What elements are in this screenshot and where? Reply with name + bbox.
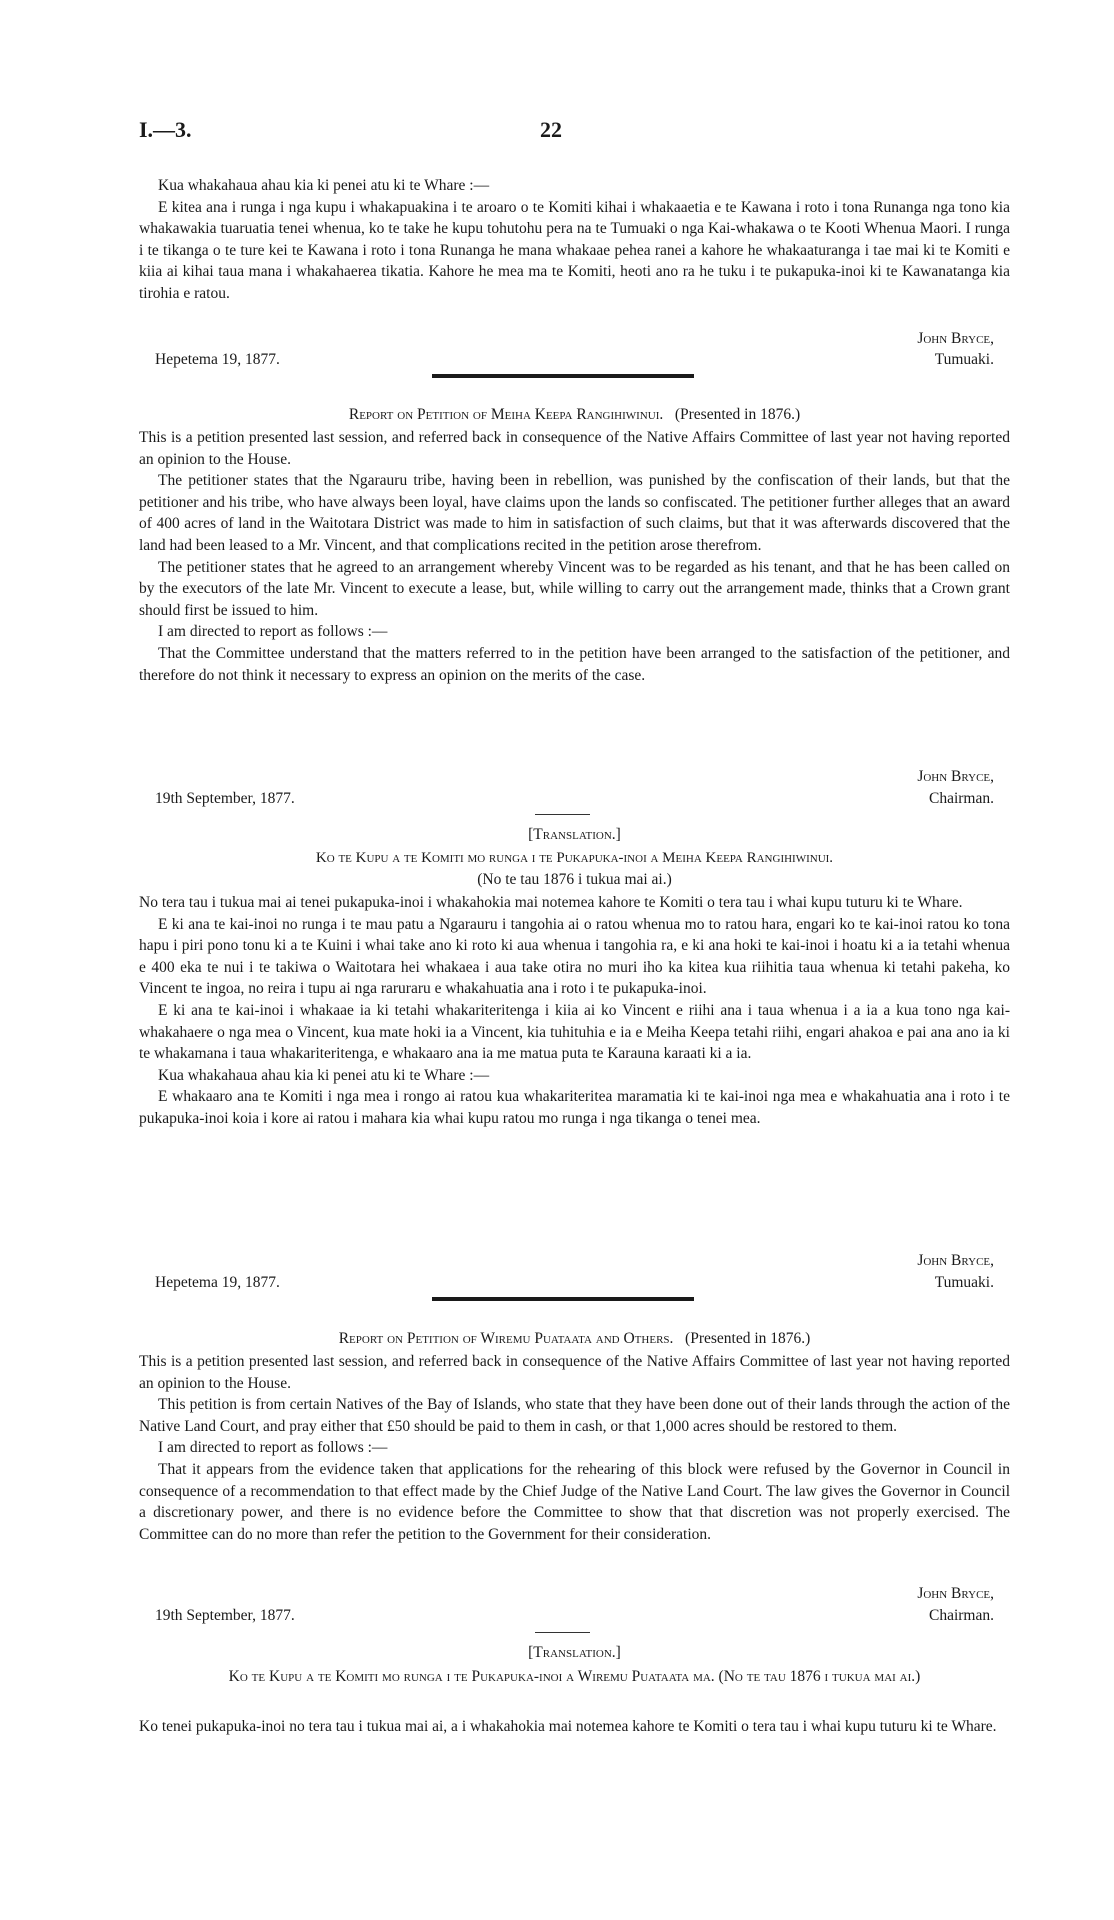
date-line [139,1605,1010,1627]
paragraph: Ko tenei pukapuka-inoi no tera tau i tukua mai ai, a i whakahokia mai notemea kahore te Komiti o tera tau i whai kupu tuturu ki te Whare. [139,1718,997,1735]
date-line [139,1272,1010,1294]
paragraph: The petitioner states that the Ngarauru tribe, having been in rebellion, was punished by the confiscation of their lands, but that the petitioner and his tribe, who have always been loyal, have claims upon the lands so confiscated. The petitioner further alleges that an award of 400 acres of land in the Waitotara District was made to him in satisfaction of such claims, but that it was afterwards discovered that the land had been leased to a Mr. Vincent, and that complications recited in the petition arose therefrom. [139,472,1010,554]
signer-role: Tumuaki. [934,1274,994,1291]
date-line [139,349,1010,371]
paragraph: No tera tau i tukua mai ai tenei pukapuka-inoi i whakahokia mai notemea kahore te Komiti o tera tau i whai kupu tuturu ki te Whare. [139,894,963,911]
report-title: Report on Petition of Wiremu Puataata and Others. (Presented in 1876.) [338,1330,811,1347]
page-number: 22 [540,117,562,142]
translation-label: [Translation.] [528,826,621,843]
signature-line [139,1250,1010,1272]
translation-label: [Translation.] [528,1644,621,1661]
divider [535,1632,590,1633]
translation-title: Ko te Kupu a te Komiti mo runga i te Pukapuka-inoi a Wiremu Puataata ma. (No te tau 1876 i tukua mai ai.) [228,1668,921,1685]
signature-line [139,766,1010,788]
paragraph: This is a petition presented last session, and referred back in consequence of the Native Affairs Committee of last year not having reported an opinion to the House. [139,1353,1010,1392]
report1-body [139,427,1010,686]
report-title: Report on Petition of Meiha Keepa Rangihiwinui. (Presented in 1876.) [348,406,801,423]
paragraph: This is a petition presented last session, and referred back in consequence of the Native Affairs Committee of last year not having reported an opinion to the House. [139,429,1010,468]
date-line [139,788,1010,810]
signer-role: Tumuaki. [934,351,994,368]
signature-line [139,328,1010,350]
divider [535,814,590,815]
section-divider [432,374,694,378]
date: Hepetema 19, 1877. [155,351,280,368]
paragraph: I am directed to report as follows :— [158,623,388,641]
paragraph: I am directed to report as follows :— [158,1439,388,1457]
document-reference: I.—3. [139,117,192,142]
paragraph: E ki ana te kai-inoi no runga i te mau patu a Ngarauru i tangohia ai o ratou whenua mo to ratou hara, engari ko te kai-inoi ratou ko tona hapu i piri pono tonu ki a te Kuini i whai take ano ki roto ki aua whenua i tangohia ra, e ki ana hoki te kai-inoi i hoatu ki a ia tetahi whenua e 400 eka te nui i te takiwa o Waitotara hei whakaea i aua take otira no muri iho ka kitea kua riihitia taua whenua ki tetahi pakeha, ko Vincent te ingoa, no reira i tupu ai nga raruraru e whakahuatia ana i roto i te pukapuka-inoi. [139,915,1010,998]
signer-name: John Bryce, [917,1252,994,1269]
signer-name: John Bryce, [917,1585,994,1602]
paragraph: E kitea ana i runga i nga kupu i whakapuakina i te aroaro o te Komiti kihai i whakaaetia e te Kawana i roto i tona Runanga nga tono kia whakawakia tuaruatia tenei whenua, ko te take he kupu tohutohu pera na te Tumuaki o nga Kai-whakawa o te Kooti Whenua Maori. I runga i te tikanga o te ture kei te Kawana i roto i tona Runanga he mana whakaae pehea ranei a kahore he whakaaturanga i tae mai ki te Komiti e kiia ai kihai taua mana i whakahaerea tikatia. Kahore he mea ma te Komiti, heoti ano ra he tuku i te pukapuka-inoi ki te Kawanatanga kia tirohia e ratou. [139,198,1010,302]
paragraph: Kua whakahaua ahau kia ki penei atu ki te Whare :— [158,1066,490,1084]
signer-role: Chairman. [929,1607,994,1624]
section-divider [432,1297,694,1301]
translation-subtitle: (No te tau 1876 i tukua mai ai.) [477,871,672,888]
paragraph: That it appears from the evidence taken that applications for the rehearing of this block were refused by the Governor in Council in consequence of a recommendation to that effect made by the Chief Judge of the Native Land Court. The law gives the Governor in Council a discretionary power, and there is no evidence before the Committee to show that that discretion was not properly exercised. The Committee can do no more than refer the petition to the Government for their consideration. [139,1460,1010,1543]
paragraph: E ki ana te kai-inoi i whakaae ia ki tetahi whakariteritenga i kiia ai ko Vincent e riihi ana i taua whenua i a ia a kua tono nga kai-whakahaere o nga mea o Vincent, kua mate hoki ia a Vincent, kia tuhituhia e ia e Meiha Keepa tetahi riihi, engari ahakoa e pai ana ano ia ki te whakamana i taua whakariteritenga, e whakaaro ana ia me matua puta te Karauna karaati ki a ia. [139,1001,1010,1063]
date: Hepetema 19, 1877. [155,1274,280,1291]
block1-body [139,175,1010,305]
translation-title: Ko te Kupu a te Komiti mo runga i te Pukapuka-inoi a Meiha Keepa Rangihiwinui. [315,850,834,866]
report2-body [139,1351,1010,1545]
translation2-body [139,1716,1010,1738]
translation1-body [139,892,1010,1130]
date: 19th September, 1877. [155,1607,295,1624]
signer-role: Chairman. [929,790,994,807]
date: 19th September, 1877. [155,790,295,807]
paragraph: Kua whakahaua ahau kia ki penei atu ki te Whare :— [158,177,490,194]
paragraph: That the Committee understand that the matters referred to in the petition have been arranged to the satisfaction of the petitioner, and therefore do not think it necessary to express an opinion on the merits of the case. [139,644,1010,684]
signer-name: John Bryce, [917,768,994,785]
paragraph: E whakaaro ana te Komiti i nga mea i rongo ai ratou kua whakariteritea maramatia ki te kai-inoi nga mea e whakahuatia ana i roto i te pukapuka-inoi koia i kore ai ratou i mahara kia whai kupu ratou mo runga i nga tikanga o tenei mea. [139,1088,1010,1127]
paragraph: The petitioner states that he agreed to an arrangement whereby Vincent was to be regarded as his tenant, and that he has been called on by the executors of the late Mr. Vincent to execute a lease, but, while willing to carry out the arrangement made, thinks that a Crown grant should first be issued to him. [139,558,1010,619]
signature-line [139,1583,1010,1605]
paragraph: This petition is from certain Natives of the Bay of Islands, who state that they have been done out of their lands through the action of the Native Land Court, and pray either that £50 should be paid to them in cash, or that 1,000 acres should be restored to them. [139,1396,1010,1435]
signer-name: John Bryce, [917,330,994,347]
